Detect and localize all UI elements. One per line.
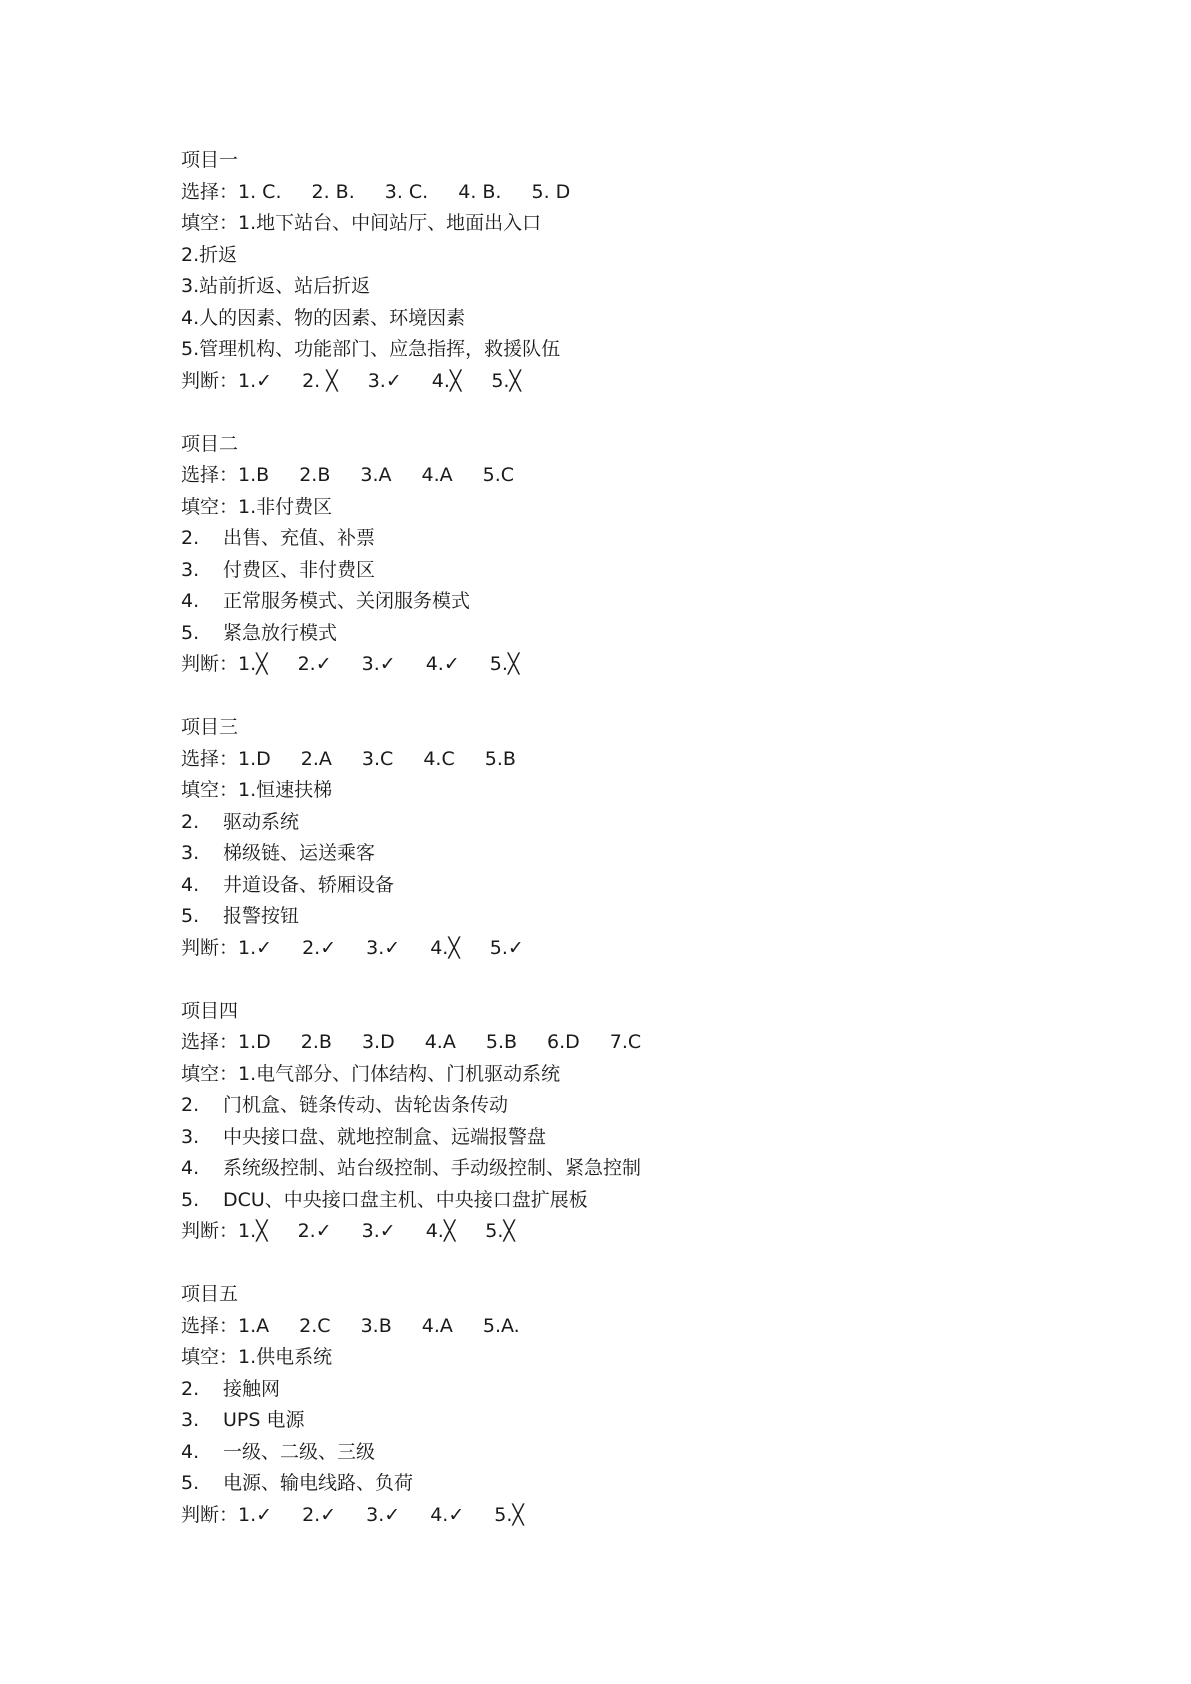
choice-answers bbox=[181, 744, 1081, 776]
fill-answer-number: 2. bbox=[181, 810, 200, 833]
fill-answer-text: 正常服务模式、关闭服务模式 bbox=[223, 590, 471, 612]
choice-label: 选择： bbox=[181, 747, 239, 770]
choice-answer: 2.B bbox=[299, 464, 331, 486]
choice-answer: 5.C bbox=[482, 464, 515, 486]
fill-answer bbox=[181, 208, 1081, 240]
judge-answers bbox=[181, 1500, 1081, 1532]
section-title: 项目五 bbox=[181, 1283, 239, 1305]
fill-answer-number: 3. bbox=[181, 1409, 200, 1431]
judge-label: 判断： bbox=[181, 653, 239, 675]
judge-answer: 2. ╳ bbox=[302, 369, 338, 392]
fill-answer-text: 1.供电系统 bbox=[238, 1346, 333, 1368]
fill-answer-number: 3. bbox=[181, 1125, 200, 1148]
fill-answer-number: 4. bbox=[181, 590, 200, 612]
fill-answer-text: 1.地下站台、中间站厅、地面出入口 bbox=[238, 212, 542, 234]
fill-label: 填空： bbox=[181, 212, 239, 234]
fill-answer bbox=[181, 1185, 1081, 1217]
judge-answer: 1.✓ bbox=[238, 936, 273, 959]
judge-answer: 3.✓ bbox=[361, 653, 396, 675]
fill-answer bbox=[181, 1405, 1081, 1437]
judge-answer: 4.╳ bbox=[431, 369, 462, 392]
judge-answer: 1.╳ bbox=[238, 653, 268, 675]
choice-answer: 6.D bbox=[547, 1031, 580, 1053]
choice-answers bbox=[181, 1027, 1081, 1059]
fill-answer bbox=[181, 303, 1081, 335]
section-title: 项目四 bbox=[181, 999, 239, 1022]
fill-answer-number: 4. bbox=[181, 1157, 200, 1179]
project-section bbox=[181, 145, 1081, 397]
judge-answer: 2.✓ bbox=[302, 1503, 337, 1526]
judge-answer: 4.╳ bbox=[430, 936, 460, 959]
choice-answer: 2.A bbox=[300, 747, 332, 770]
fill-answer bbox=[181, 1342, 1081, 1374]
fill-answer-text: 紧急放行模式 bbox=[223, 621, 338, 644]
choice-answer: 2.B bbox=[300, 1031, 332, 1053]
fill-answer bbox=[181, 1468, 1081, 1500]
fill-answer bbox=[181, 901, 1081, 933]
fill-answer-text: DCU、中央接口盘主机、中央接口盘扩展板 bbox=[223, 1188, 588, 1211]
choice-answer: 5.A. bbox=[482, 1314, 520, 1337]
fill-answer bbox=[181, 1437, 1081, 1469]
fill-answer-text: 1.电气部分、门体结构、门机驱动系统 bbox=[238, 1062, 561, 1085]
fill-answer bbox=[181, 555, 1081, 587]
judge-label: 判断： bbox=[181, 1220, 239, 1242]
fill-answer bbox=[181, 334, 1081, 366]
choice-answer: 4.A bbox=[421, 1314, 453, 1337]
choice-answer: 7.C bbox=[609, 1031, 642, 1053]
choice-answer: 3.D bbox=[361, 1031, 395, 1053]
fill-answer-number: 5. bbox=[181, 621, 200, 644]
judge-answer: 1.✓ bbox=[238, 1503, 273, 1526]
fill-answer-text: 3.站前折返、站后折返 bbox=[181, 275, 371, 297]
choice-answers bbox=[181, 1311, 1081, 1343]
fill-label: 填空： bbox=[181, 495, 239, 518]
fill-answer bbox=[181, 807, 1081, 839]
judge-answer: 1.✓ bbox=[238, 369, 273, 392]
choice-answer: 5.B bbox=[485, 1031, 518, 1053]
judge-answer: 2.✓ bbox=[297, 653, 332, 675]
choice-label: 选择： bbox=[181, 1031, 239, 1053]
fill-answer-number: 4. bbox=[181, 873, 200, 896]
fill-answer-text: 一级、二级、三级 bbox=[223, 1440, 376, 1463]
judge-answer: 4.✓ bbox=[430, 1503, 465, 1526]
choice-answer: 3.C bbox=[361, 747, 394, 770]
choice-answer: 1.B bbox=[238, 464, 270, 486]
choice-answer: 4. B. bbox=[458, 180, 502, 203]
judge-answer: 5.╳ bbox=[494, 1503, 524, 1526]
choice-answer: 3.B bbox=[360, 1314, 392, 1337]
fill-answer bbox=[181, 775, 1081, 807]
fill-answer-number: 5. bbox=[181, 905, 200, 927]
judge-label: 判断： bbox=[181, 936, 239, 959]
section-title: 项目二 bbox=[181, 432, 239, 455]
fill-answer-text: 报警按钮 bbox=[223, 905, 300, 927]
judge-answer: 4.✓ bbox=[425, 653, 460, 675]
judge-answer: 3.✓ bbox=[367, 369, 402, 392]
choice-answer: 1.D bbox=[238, 1031, 271, 1053]
fill-answer-text: UPS 电源 bbox=[223, 1409, 305, 1431]
choice-answer: 1.A bbox=[238, 1314, 270, 1337]
judge-answer: 4.╳ bbox=[425, 1220, 456, 1242]
fill-answer bbox=[181, 870, 1081, 902]
choice-label: 选择： bbox=[181, 1314, 239, 1337]
choice-answer: 1.D bbox=[238, 747, 271, 770]
choice-answer: 1. C. bbox=[238, 180, 282, 203]
judge-answer: 3.✓ bbox=[366, 936, 401, 959]
fill-answer bbox=[181, 838, 1081, 870]
fill-answer bbox=[181, 1374, 1081, 1406]
fill-answer-text: 1.恒速扶梯 bbox=[238, 779, 333, 801]
fill-answer bbox=[181, 271, 1081, 303]
fill-answer bbox=[181, 240, 1081, 272]
judge-answer: 3.✓ bbox=[366, 1503, 401, 1526]
fill-answer-number: 5. bbox=[181, 1188, 200, 1211]
judge-answer: 2.✓ bbox=[297, 1220, 332, 1242]
fill-answer-number: 4. bbox=[181, 1440, 200, 1463]
choice-answers bbox=[181, 177, 1081, 209]
fill-answer bbox=[181, 492, 1081, 524]
judge-answer: 5.✓ bbox=[489, 936, 524, 959]
fill-answer bbox=[181, 1059, 1081, 1091]
choice-label: 选择： bbox=[181, 180, 239, 203]
judge-answer: 1.╳ bbox=[238, 1220, 268, 1242]
choice-answer: 4.C bbox=[423, 747, 455, 770]
fill-answer-number: 3. bbox=[181, 842, 200, 864]
fill-label: 填空： bbox=[181, 779, 239, 801]
judge-answer: 2.✓ bbox=[302, 936, 337, 959]
fill-answer-text: 4.人的因素、物的因素、环境因素 bbox=[181, 306, 466, 329]
fill-answer-text: 系统级控制、站台级控制、手动级控制、紧急控制 bbox=[223, 1157, 642, 1179]
project-section bbox=[181, 1279, 1081, 1531]
fill-answer-number: 2. bbox=[181, 1377, 200, 1400]
fill-answer-text: 5.管理机构、功能部门、应急指挥，救援队伍 bbox=[181, 338, 561, 360]
section-title: 项目三 bbox=[181, 716, 239, 738]
project-section bbox=[181, 712, 1081, 964]
judge-answers bbox=[181, 1216, 1081, 1248]
fill-answer-text: 井道设备、轿厢设备 bbox=[223, 873, 395, 896]
judge-answers bbox=[181, 933, 1081, 965]
fill-answer-text: 驱动系统 bbox=[223, 810, 300, 833]
judge-answers bbox=[181, 649, 1081, 681]
fill-answer-text: 门机盒、链条传动、齿轮齿条传动 bbox=[223, 1094, 509, 1116]
fill-answer-text: 1.非付费区 bbox=[238, 495, 333, 518]
fill-answer bbox=[181, 1153, 1081, 1185]
judge-answer: 5.╳ bbox=[491, 369, 521, 392]
fill-answer-text: 付费区、非付费区 bbox=[223, 558, 376, 581]
choice-answer: 3. C. bbox=[384, 180, 429, 203]
choice-answer: 2. B. bbox=[311, 180, 355, 203]
judge-answer: 3.✓ bbox=[361, 1220, 396, 1242]
fill-answer-text: 出售、充值、补票 bbox=[223, 527, 376, 549]
answer-document bbox=[181, 145, 1081, 1563]
fill-answer-number: 2. bbox=[181, 1094, 200, 1116]
fill-label: 填空： bbox=[181, 1346, 239, 1368]
fill-answer-text: 接触网 bbox=[223, 1377, 281, 1400]
fill-answer-text: 中央接口盘、就地控制盒、远端报警盘 bbox=[223, 1125, 547, 1148]
fill-answer-number: 5. bbox=[181, 1472, 200, 1494]
fill-answer bbox=[181, 618, 1081, 650]
section-title: 项目一 bbox=[181, 149, 239, 171]
fill-answer-text: 电源、输电线路、负荷 bbox=[223, 1472, 414, 1494]
judge-answer: 5.╳ bbox=[489, 653, 520, 675]
project-section bbox=[181, 429, 1081, 681]
choice-answer: 4.A bbox=[421, 464, 453, 486]
fill-answer-text: 梯级链、运送乘客 bbox=[223, 842, 376, 864]
fill-answer bbox=[181, 523, 1081, 555]
judge-answers bbox=[181, 366, 1081, 398]
judge-answer: 5.╳ bbox=[485, 1220, 515, 1242]
fill-answer bbox=[181, 1090, 1081, 1122]
judge-label: 判断： bbox=[181, 1503, 239, 1526]
fill-answer-number: 3. bbox=[181, 558, 200, 581]
fill-answer bbox=[181, 1122, 1081, 1154]
fill-label: 填空： bbox=[181, 1062, 239, 1085]
choice-answer: 5. D bbox=[531, 180, 571, 203]
project-section bbox=[181, 996, 1081, 1248]
fill-answer-text: 2.折返 bbox=[181, 243, 238, 266]
judge-label: 判断： bbox=[181, 369, 239, 392]
choice-answer: 2.C bbox=[299, 1314, 331, 1337]
fill-answer bbox=[181, 586, 1081, 618]
choice-label: 选择： bbox=[181, 464, 239, 486]
choice-answer: 4.A bbox=[424, 1031, 456, 1053]
fill-answer-number: 2. bbox=[181, 527, 200, 549]
choice-answers bbox=[181, 460, 1081, 492]
choice-answer: 5.B bbox=[484, 747, 516, 770]
choice-answer: 3.A bbox=[360, 464, 392, 486]
